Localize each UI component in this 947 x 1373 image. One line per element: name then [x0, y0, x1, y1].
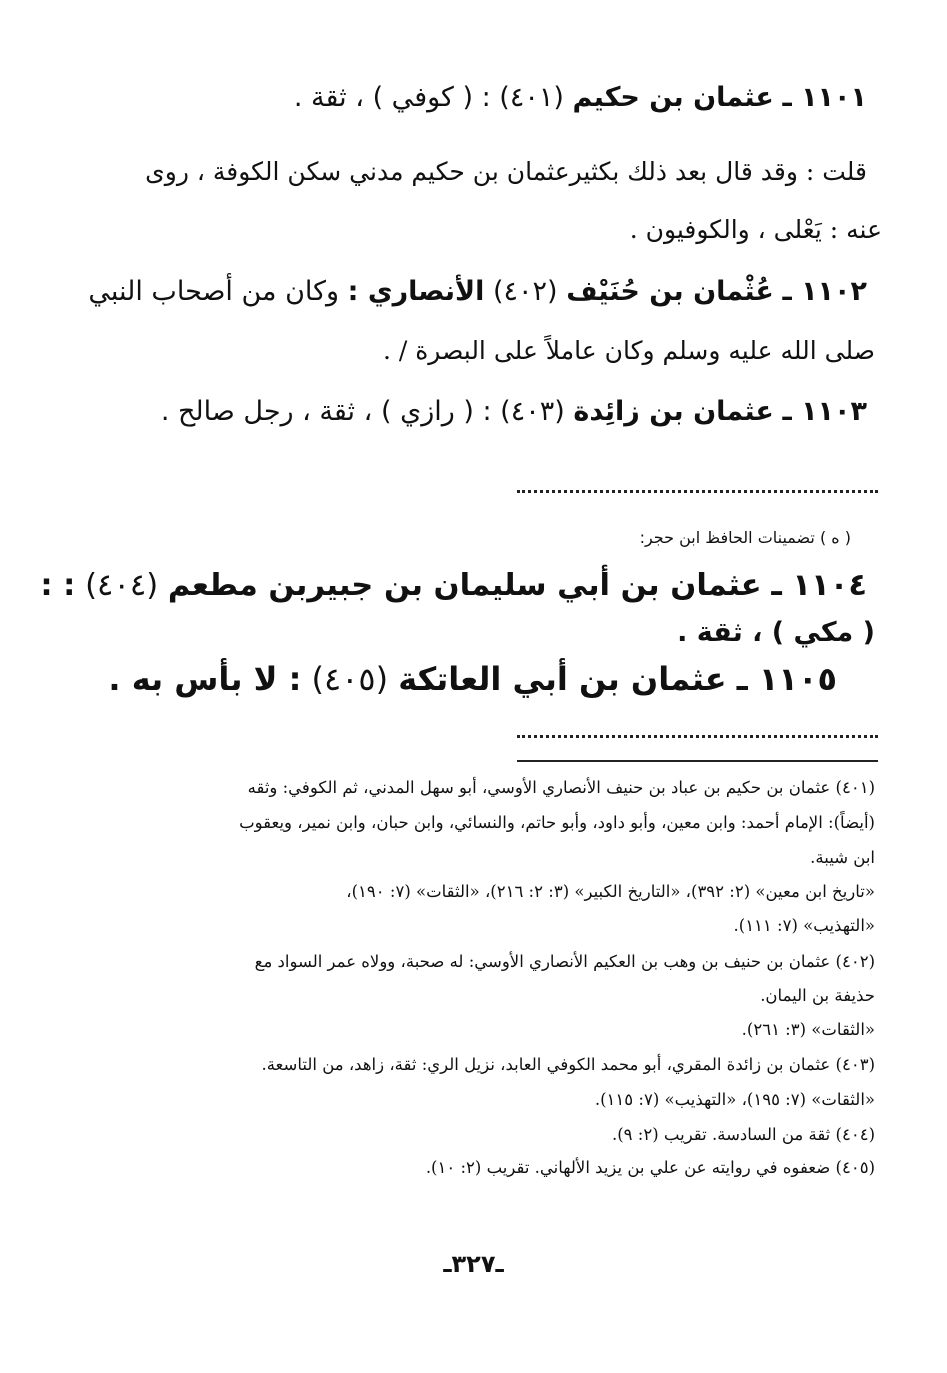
page-number: ـ٣٢٧ـ — [443, 1250, 504, 1278]
section-label: ( ه ) تضمينات الحافظ ابن حجر: — [639, 528, 851, 547]
entry-continuation — [677, 617, 875, 648]
entry-text: : ( رازي ) ، ثقة ، رجل صالح . — [160, 396, 492, 427]
footnote-401: (٤٠١) عثمان بن حكيم بن عباد بن حنيف الأنصاري الأوسي، أبو سهل المدني، ثم الكوفي: وثقه — [247, 778, 875, 797]
entry-continuation: صلى الله عليه وسلم وكان عاملاً على البصرة / . — [382, 336, 875, 365]
entry-number: ١١٠٤ ـ — [771, 568, 867, 603]
footnote-401: «التهذيب» (٧: ١١١). — [733, 916, 875, 935]
footnote-403: «الثقات» (٧: ١٩٥)، «التهذيب» (٧: ١١٥). — [594, 1090, 875, 1109]
footnote-402: (٤٠٢) عثمان بن حنيف بن وهب بن العكيم الأنصاري الأوسي: له صحبة، وولاه عمر السواد مع — [254, 952, 875, 971]
entry-1104 — [40, 568, 867, 603]
entry-number: ١١٠٢ ـ — [782, 276, 867, 307]
entry-1101 — [294, 82, 867, 113]
footnote-401: «تاريخ ابن معين» (٢: ٣٩٢)، «التاريخ الكبير» (٣: ٢: ٢١٦)، «الثقات» (٧: ١٩٠)، — [346, 882, 875, 901]
dotted-separator — [517, 490, 878, 493]
entry-text: : ( كوفي ) ، ثقة . — [293, 82, 491, 113]
entry-name: عُثْمان بن حُنَيْف — [566, 276, 774, 307]
footnote-404: (٤٠٤) ثقة من السادسة. تقريب (٢: ٩). — [611, 1125, 875, 1144]
entry-number: ١١٠٣ ـ — [782, 396, 867, 427]
footnote-401: (أيضاً): الإمام أحمد: وابن معين، وأبو داود، وأبو حاتم، والنسائي، وابن حبان، وابن نمير، ويعقوب — [239, 813, 875, 832]
footnote-401: ابن شيبة. — [810, 848, 875, 867]
note-line: عنه : يَعْلى ، والكوفيون . — [629, 215, 882, 244]
entry-1105 — [108, 660, 837, 698]
entry-text: : لا بأس به . — [108, 660, 302, 698]
footnote-405: (٤٠٥) ضعفوه في روايته عن علي بن يزيد الألهاني. تقريب (٢: ١٠). — [425, 1158, 875, 1177]
entry-name: عثمان بن أبي سليمان بن جبيربن مطعم — [167, 568, 762, 603]
entry-name: عثمان بن زائِدة — [573, 396, 774, 427]
entry-nisba: الأنصاري : — [347, 276, 485, 307]
note-line: قلت : وقد قال بعد ذلك بكثيرعثمان بن حكيم مدني سكن الكوفة ، روى — [145, 157, 867, 186]
footnote-403: (٤٠٣) عثمان بن زائدة المقري، أبو محمد الكوفي العابد، نزيل الري: ثقة، زاهد، من التاسعة. — [261, 1055, 875, 1074]
footnote-ref: (٤٠١) — [499, 82, 564, 113]
entry-number: ١١٠١ ـ — [782, 82, 867, 113]
dotted-separator — [517, 735, 878, 738]
entry-name: عثمان بن حكيم — [572, 82, 774, 113]
footnote-ref: (٤٠٥) — [311, 660, 389, 698]
entry-name: عثمان بن أبي العاتكة — [398, 660, 727, 698]
footnote-402: حذيفة بن اليمان. — [760, 986, 875, 1005]
entry-text: وكان من أصحاب النبي — [88, 276, 340, 307]
footnote-ref: (٤٠٤) — [85, 568, 159, 603]
footnote-ref: (٤٠٣) — [500, 396, 565, 427]
footnote-rule — [517, 760, 878, 762]
entry-continuation-text: ( مكي ) ، ثقة . — [677, 617, 875, 648]
entry-number: ١١٠٥ ـ — [736, 660, 837, 698]
footnote-402: «الثقات» (٣: ٢٦١). — [741, 1020, 875, 1039]
entry-1103 — [161, 396, 867, 427]
entry-text: : : — [40, 568, 76, 603]
entry-1102 — [88, 276, 867, 307]
footnote-ref: (٤٠٢) — [492, 276, 558, 307]
